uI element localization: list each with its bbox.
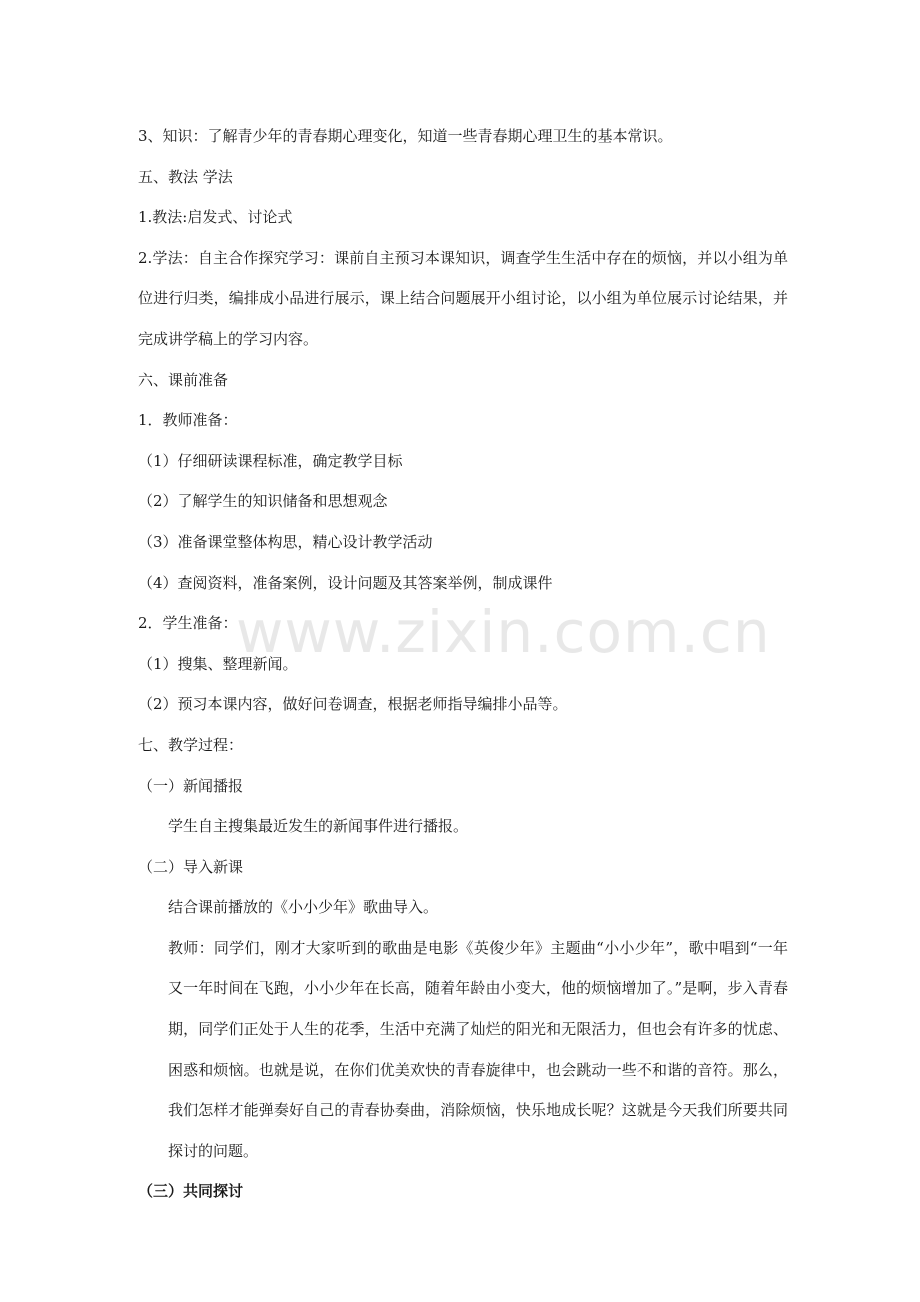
learning-method-paragraph: 2.学法：自主合作探究学习：课前自主预习本课知识，调查学生生活中存在的烦恼，并以小组为单位进行归类，编排成小品进行展示，课上结合问题展开小组讨论，以小组为单位展示讨论结果，并完成讲学稿上的学习内容。 xyxy=(138,248,788,348)
student-prep-item: （2）预习本课内容，做好问卷调查，根据老师指导编排小品等。 xyxy=(138,695,568,714)
student-prep-heading: 2．学生准备： xyxy=(138,614,238,633)
teacher-prep-item: （3）准备课堂整体构思，精心设计教学活动 xyxy=(138,532,433,551)
teacher-prep-item: （1）仔细研读课程标准，确定教学目标 xyxy=(138,451,403,470)
teaching-method-line: 1.教法:启发式、讨论式 xyxy=(138,208,293,227)
teacher-speech-paragraph: 教师：同学们，刚才大家听到的歌曲是电影《英俊少年》主题曲“小小少年”，歌中唱到“一年又一年时间在飞跑，小小少年在长高，随着年龄由小变大，他的烦恼增加了。”是啊，步入青春期，同学们正处于人生的花季，生活中充满了灿烂的阳光和无限活力，但也会有许多的忧虑、困惑和烦恼。也就是说，在你们优美欢快的青春旋律中，也会跳动一些不和谐的音符。那么，我们怎样才能弹奏好自己的青春协奏曲，消除烦恼，快乐地成长呢？这就是今天我们所要共同探讨的问题。 xyxy=(168,938,788,1160)
section-heading-methods: 五、教法 学法 xyxy=(138,167,233,186)
watermark: www.zixin.com.cn xyxy=(236,598,771,666)
section-heading-preparation: 六、课前准备 xyxy=(138,370,229,389)
knowledge-goal-line: 3、知识：了解青少年的青春期心理变化，知道一些青春期心理卫生的基本常识。 xyxy=(138,127,673,145)
intro-description: 结合课前播放的《小小少年》歌曲导入。 xyxy=(168,898,439,917)
teacher-prep-item: （2）了解学生的知识储备和思想观念 xyxy=(138,492,388,511)
subsection-intro-heading: （二）导入新课 xyxy=(138,857,244,876)
subsection-news-heading: （一）新闻播报 xyxy=(138,776,244,795)
teacher-prep-heading: 1．教师准备： xyxy=(138,411,238,430)
section-heading-process: 七、教学过程： xyxy=(138,735,244,754)
news-description: 学生自主搜集最近发生的新闻事件进行播报。 xyxy=(168,817,469,836)
subsection-discussion-heading: （三）共同探讨 xyxy=(138,1182,244,1201)
student-prep-item: （1）搜集、整理新闻。 xyxy=(138,654,298,673)
teacher-prep-item: （4）查阅资料，准备案例，设计问题及其答案举例，制成课件 xyxy=(138,573,553,592)
